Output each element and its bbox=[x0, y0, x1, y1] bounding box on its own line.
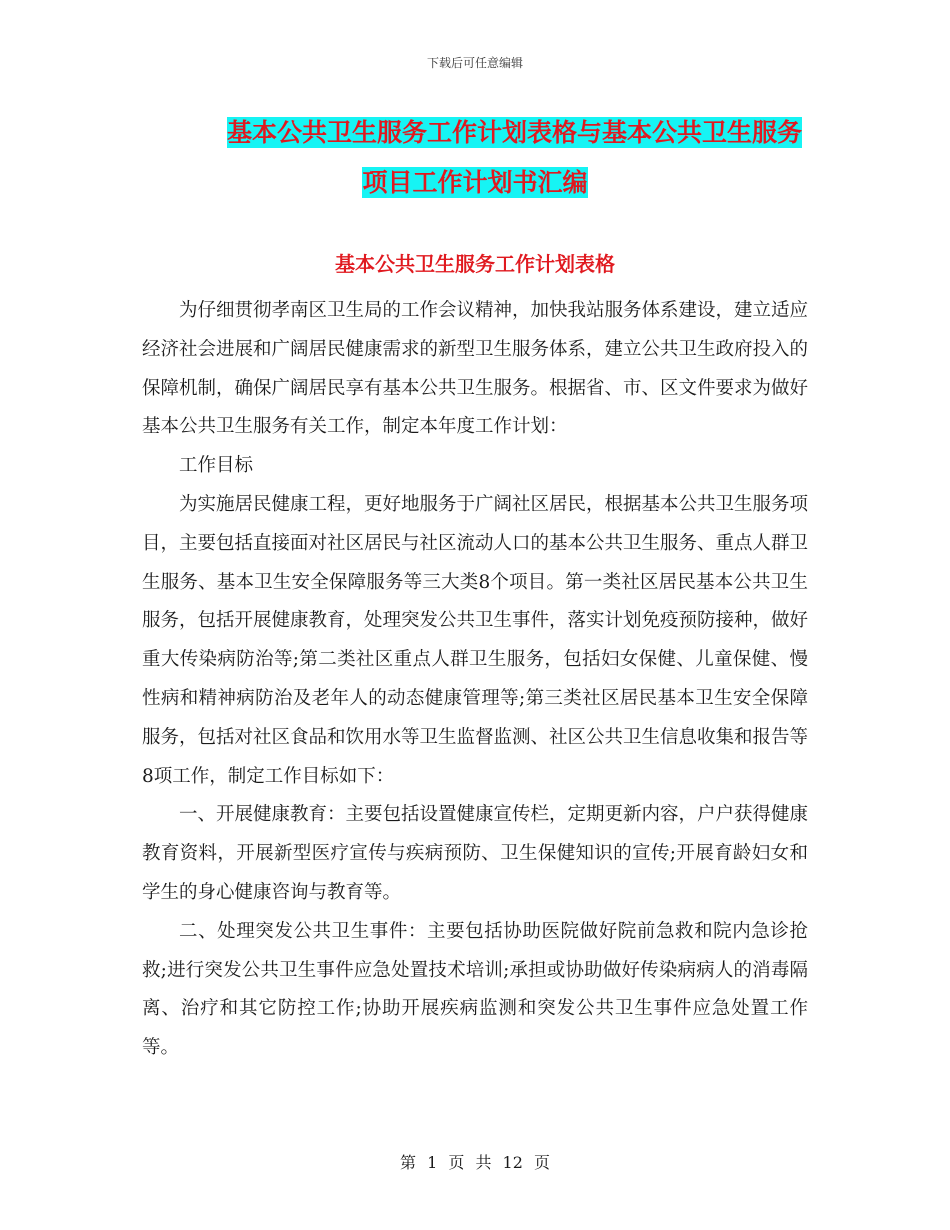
paragraph-emergency-response: 二、处理突发公共卫生事件：主要包括协助医院做好院前急救和院内急诊抢救;进行突发公共卫生事件应急处置技术培训;承担或协助做好传染病病人的消毒隔离、治疗和其它防控工作;协助开展疾病监测和突发公共卫生事件应急处置工作等。 bbox=[142, 920, 808, 1059]
document-title-line-2 bbox=[140, 158, 810, 208]
title-line-1-text: 基本公共卫生服务工作计划表格与基本公共卫生服务 bbox=[226, 118, 802, 147]
section-title: 基本公共卫生服务工作计划表格 bbox=[335, 252, 615, 276]
document-title bbox=[140, 108, 810, 208]
paragraph-health-education: 一、开展健康教育：主要包括设置健康宣传栏，定期更新内容，户户获得健康教育资料，开展新型医疗宣传与疾病预防、卫生保健知识的宣传;开展育龄妇女和学生的身心健康咨询与教育等。 bbox=[142, 804, 809, 903]
paragraph-goals: 为实施居民健康工程，更好地服务于广阔社区居民，根据基本公共卫生服务项目，主要包括直接面对社区居民与社区流动人口的基本公共卫生服务、重点人群卫生服务、基本卫生安全保障服务等三大类8个项目。第一类社区居民基本公共卫生服务，包括开展健康教育，处理突发公共卫生事件，落实计划免疫预防接种，做好重大传染病防治等;第二类社区重点人群卫生服务，包括妇女保健、儿童保健、慢性病和精神病防治及老年人的动态健康管理等;第三类社区居民基本卫生安全保障服务，包括对社区食品和饮用水等卫生监督监测、社区公共卫生信息收集和报告等8项工作，制定工作目标如下： bbox=[142, 493, 809, 787]
document-body bbox=[142, 292, 808, 1068]
document-title-line-1 bbox=[140, 108, 810, 158]
header-note: 下载后可任意编辑 bbox=[426, 56, 523, 70]
page-number-footer: 第 1 页 共 12 页 bbox=[400, 1153, 550, 1172]
paragraph-heading-goals: 工作目标 bbox=[179, 455, 254, 477]
title-line-2-text: 项目工作计划书汇编 bbox=[362, 168, 588, 197]
paragraph-intro: 为仔细贯彻孝南区卫生局的工作会议精神，加快我站服务体系建设，建立适应经济社会进展和广阔居民健康需求的新型卫生服务体系，建立公共卫生政府投入的保障机制，确保广阔居民享有基本公共卫生服务。根据省、市、区文件要求为做好基本公共卫生服务有关工作，制定本年度工作计划： bbox=[142, 300, 809, 438]
